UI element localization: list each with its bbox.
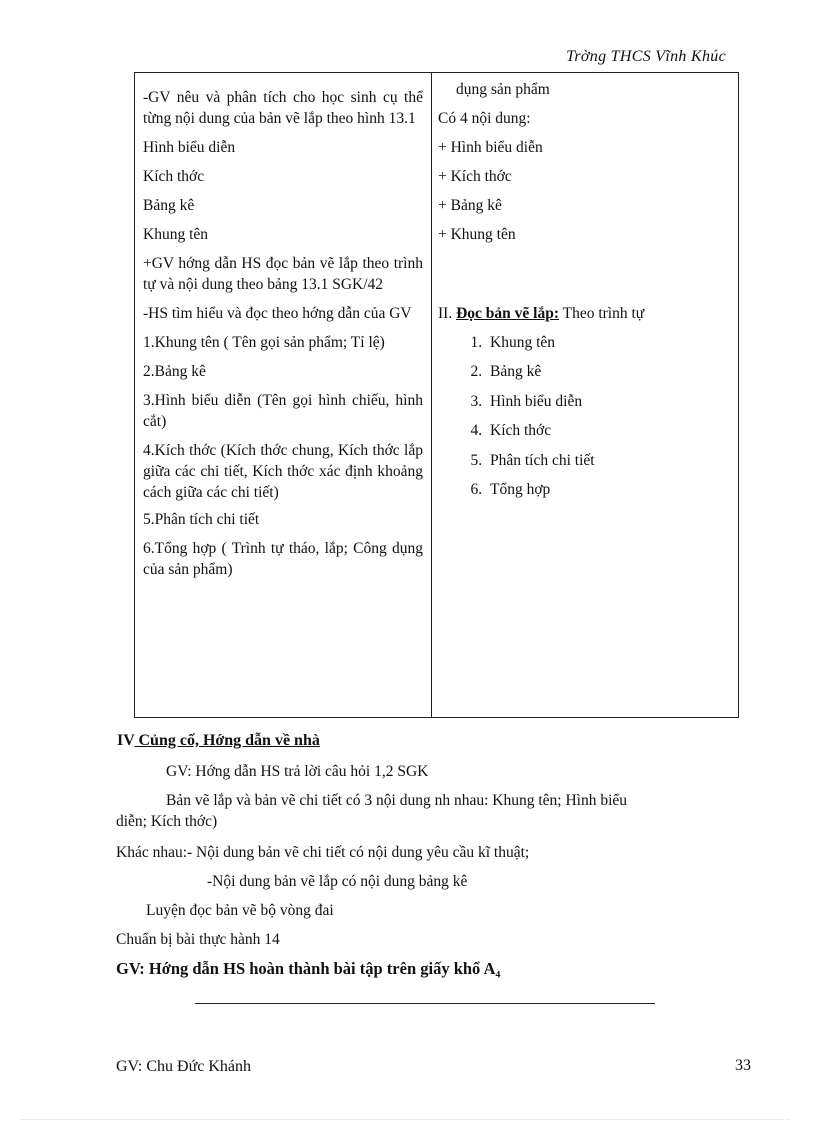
right-line: dụng sản phẩm (456, 81, 550, 98)
step-item: 3. Hình biểu diễn (486, 391, 732, 412)
lesson-table (134, 72, 739, 718)
step-item: 1. Khung tên (486, 332, 732, 353)
step-item: 6. Tổng hợp (486, 479, 732, 500)
content-item: + Kích thớc (438, 168, 512, 185)
school-header: Trờng THCS Vĩnh Khúc (566, 48, 726, 65)
step-item: 2. Bảng kê (486, 361, 732, 382)
teacher-activity-column (135, 73, 432, 717)
homework-line: Luyện đọc bản vẽ bộ vòng đai (146, 902, 334, 919)
left-paragraph: Kích thớc (143, 168, 205, 185)
homework-line: Bản vẽ lắp và bản vẽ chi tiết có 3 nội dung nh nhau: Khung tên; Hình biểu (166, 792, 628, 809)
step-item: 5. Phân tích chi tiết (486, 450, 732, 471)
left-paragraph: +GV hớng dẫn HS đọc bản vẽ lắp theo trình tự và nội dung theo bảng 13.1 SGK/42 (143, 255, 423, 293)
left-paragraph: 6.Tổng hợp ( Trình tự tháo, lắp; Công dụng của sản phẩm) (143, 540, 423, 578)
section-ii-number: II. (438, 305, 457, 322)
left-paragraph: -HS tìm hiểu và đọc theo hớng dẫn của GV (143, 305, 412, 322)
homework-line: Chuẩn bị bài thực hành 14 (116, 931, 280, 948)
section-ii-title: Đọc bản vẽ lắp: (456, 305, 559, 322)
left-paragraph: 4.Kích thớc (Kích thớc chung, Kích thớc lắp giữa các chi tiết, Kích thớc xác định khoảng cách giữa các chi tiết) (143, 442, 423, 501)
section-iv-number: IV (117, 732, 135, 749)
right-line: Có 4 nội dung: (438, 110, 531, 127)
homework-instruction: GV: Hớng dẫn HS hoàn thành bài tập trên giấy khổ A₄ (116, 959, 501, 978)
left-paragraph: Bảng kê (143, 197, 195, 214)
section-ii-rest: Theo trình tự (559, 305, 645, 322)
content-item: + Khung tên (438, 226, 516, 243)
left-paragraph: Khung tên (143, 226, 209, 243)
left-paragraph: 5.Phân tích chi tiết (143, 511, 260, 528)
page-number: 33 (735, 1057, 751, 1074)
content-column (432, 73, 738, 717)
page-edge (20, 1119, 790, 1120)
homework-line: -Nội dung bản vẽ lắp có nội dung bảng kê (207, 873, 468, 890)
left-paragraph: 1.Khung tên ( Tên gọi sản phẩm; Tỉ lệ) (143, 334, 385, 351)
content-item: + Bảng kê (438, 197, 502, 214)
section-iv-title: Củng cố, Hớng dẫn về nhà (134, 732, 320, 749)
divider-line (195, 1003, 655, 1004)
left-paragraph: Hình biểu diễn (143, 139, 236, 156)
section-ii-heading (438, 303, 732, 324)
section-iv-heading (117, 732, 757, 750)
homework-line: Khác nhau:- Nội dung bản vẽ chi tiết có nội dung yêu cầu kĩ thuật; (116, 844, 530, 861)
homework-line: GV: Hớng dẫn HS trả lời câu hỏi 1,2 SGK (166, 763, 429, 780)
homework-line: diễn; Kích thớc) (116, 813, 218, 830)
content-item: + Hình biểu diễn (438, 139, 543, 156)
left-paragraph: 2.Bảng kê (143, 363, 206, 380)
reading-steps-list (438, 332, 732, 500)
left-paragraph: 3.Hình biểu diễn (Tên gọi hình chiếu, hình cắt) (143, 392, 423, 430)
step-item: 4. Kích thớc (486, 420, 732, 441)
left-paragraph: -GV nêu và phân tích cho học sinh cụ thể từng nội dung của bản vẽ lắp theo hình 13.1 (143, 89, 423, 127)
footer-teacher: GV: Chu Đức Khánh (116, 1058, 252, 1075)
